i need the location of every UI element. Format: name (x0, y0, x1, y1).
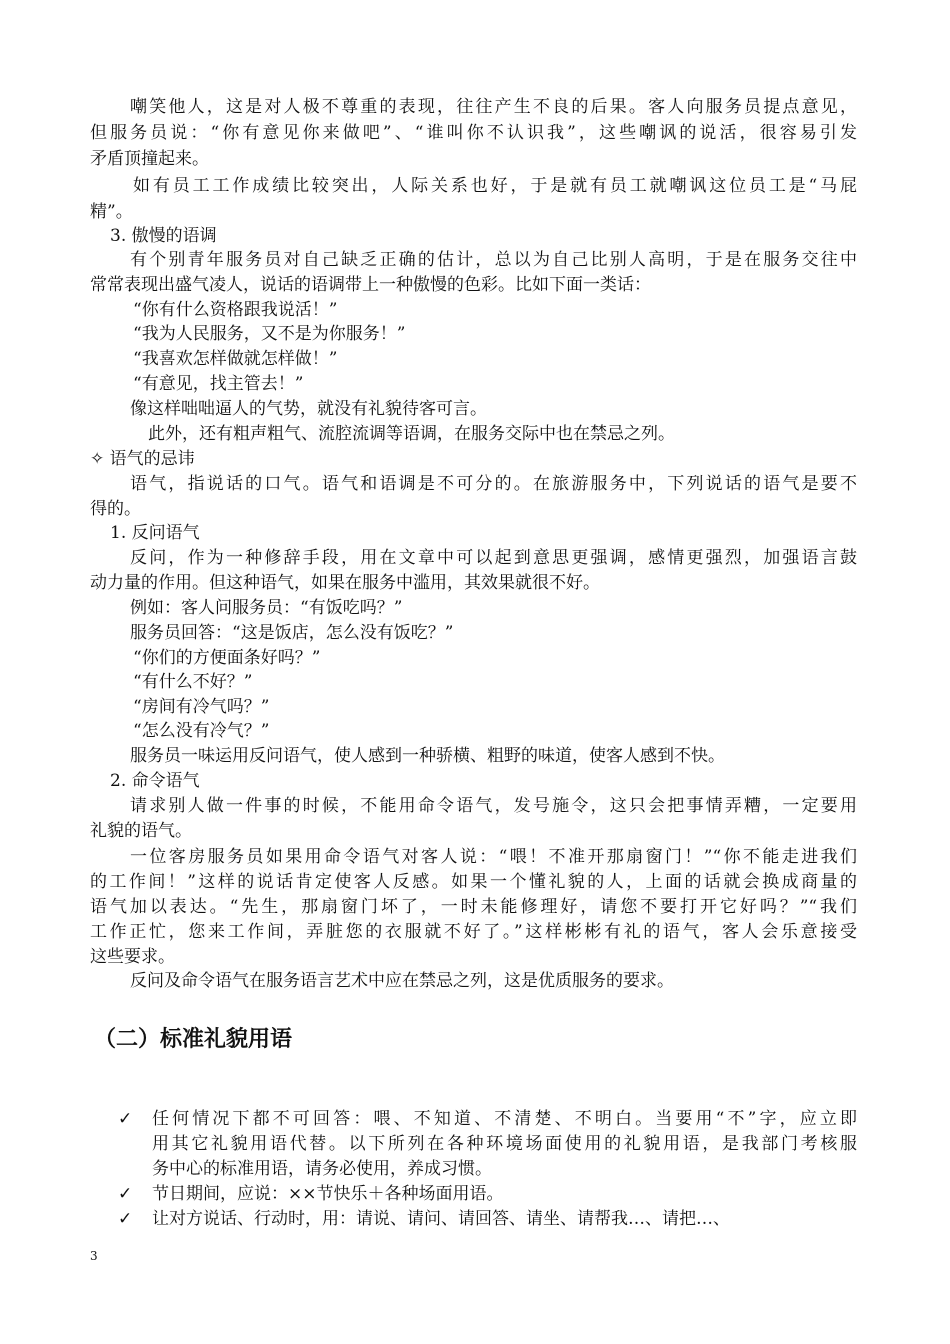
body-line: 例如：客人问服务员：“有饭吃吗？” (130, 598, 403, 618)
checkmark-icon: ✓ (118, 1109, 133, 1129)
quote-line: “你们的方便面条好吗？” (133, 648, 321, 668)
quote-line: “有意见，找主管去！” (133, 374, 304, 394)
body-line: 服务员一味运用反问语气，使人感到一种骄横、粗野的味道，使客人感到不快。 (130, 746, 725, 766)
numbered-heading: 1. 反问语气 (110, 523, 200, 543)
body-line: 矛盾顶撞起来。 (90, 149, 209, 169)
body-line: 此外，还有粗声粗气、流腔流调等语调，在服务交际中也在禁忌之列。 (148, 424, 675, 444)
body-line: 请求别人做一件事的时候，不能用命令语气，发号施令，这只会把事情弄糟，一定要用 (130, 796, 857, 816)
subsection-heading: ✧ 语气的忌讳 (90, 449, 195, 469)
body-line: 一位客房服务员如果用命令语气对客人说：“喂！不准开那扇窗门！”“你不能走进我们 (130, 847, 857, 867)
body-line: 的工作间！”这样的说话肯定使客人反感。如果一个懂礼貌的人，上面的话就会换成商量的 (90, 872, 857, 892)
body-line: 精”。 (90, 202, 133, 222)
body-line: 有个别青年服务员对自己缺乏正确的估计，总以为自己比别人高明，于是在服务交往中 (130, 250, 857, 270)
body-line: 反问及命令语气在服务语言艺术中应在禁忌之列，这是优质服务的要求。 (130, 971, 674, 991)
quote-line: “怎么没有冷气？” (133, 721, 270, 741)
quote-line: “有什么不好？” (133, 672, 253, 692)
body-line: 这些要求。 (90, 947, 175, 967)
body-line: 语气，指说话的口气。语气和语调是不可分的。在旅游服务中，下列说话的语气是要不 (130, 474, 857, 494)
body-line: 得的。 (90, 499, 141, 519)
bullet-line: 任何情况下都不可回答：喂、不知道、不清楚、不明白。当要用“不”字，应立即 (152, 1109, 857, 1129)
quote-line: “我为人民服务，又不是为你服务！” (133, 324, 406, 344)
quote-line: “你有什么资格跟我说活！” (133, 300, 338, 320)
body-line: 如有员工工作成绩比较突出，人际关系也好，于是就有员工就嘲讽这位员工是“马屁 (133, 176, 857, 196)
section-title: （二）标准礼貌用语 (94, 1027, 293, 1052)
numbered-heading: 2. 命令语气 (110, 771, 200, 791)
quote-line: “我喜欢怎样做就怎样做！” (133, 349, 338, 369)
body-line: 但服务员说：“你有意见你来做吧”、“谁叫你不认识我”，这些嘲讽的说活，很容易引发 (90, 123, 857, 143)
body-line: 服务员回答：“这是饭店，怎么没有饭吃？” (130, 623, 454, 643)
body-line: 语气加以表达。“先生，那扇窗门坏了，一时未能修理好，请您不要打开它好吗？”“我们 (90, 897, 857, 917)
bullet-line: 让对方说话、行动时，用：请说、请问、请回答、请坐、请帮我…、请把…、 (152, 1209, 730, 1229)
bullet-line: 用其它礼貌用语代替。以下所列在各种环境场面使用的礼貌用语，是我部门考核服 (152, 1134, 857, 1154)
body-line: 工作正忙，您来工作间，弄脏您的衣服就不好了。”这样彬彬有礼的语气，客人会乐意接受 (90, 922, 857, 942)
body-line: 像这样咄咄逼人的气势，就没有礼貌待客可言。 (130, 399, 487, 419)
bullet-line: 节日期间，应说：××节快乐＋各种场面用语。 (152, 1184, 504, 1204)
checkmark-icon: ✓ (118, 1184, 133, 1204)
bullet-line: 务中心的标准用语，请务必使用，养成习惯。 (152, 1159, 492, 1179)
page-number: 3 (90, 1249, 98, 1263)
numbered-heading: 3. 傲慢的语调 (110, 226, 217, 246)
body-line: 动力量的作用。但这种语气，如果在服务中滥用，其效果就很不好。 (90, 573, 600, 593)
body-line: 常常表现出盛气凌人，说话的语调带上一种傲慢的色彩。比如下面一类话： (90, 275, 651, 295)
body-line: 礼貌的语气。 (90, 821, 192, 841)
body-line: 反问，作为一种修辞手段，用在文章中可以起到意思更强调，感情更强烈，加强语言鼓 (130, 548, 857, 568)
body-line: 嘲笑他人，这是对人极不尊重的表现，往往产生不良的后果。客人向服务员提点意见， (130, 97, 857, 117)
quote-line: “房间有冷气吗？” (133, 697, 270, 717)
checkmark-icon: ✓ (118, 1209, 133, 1229)
